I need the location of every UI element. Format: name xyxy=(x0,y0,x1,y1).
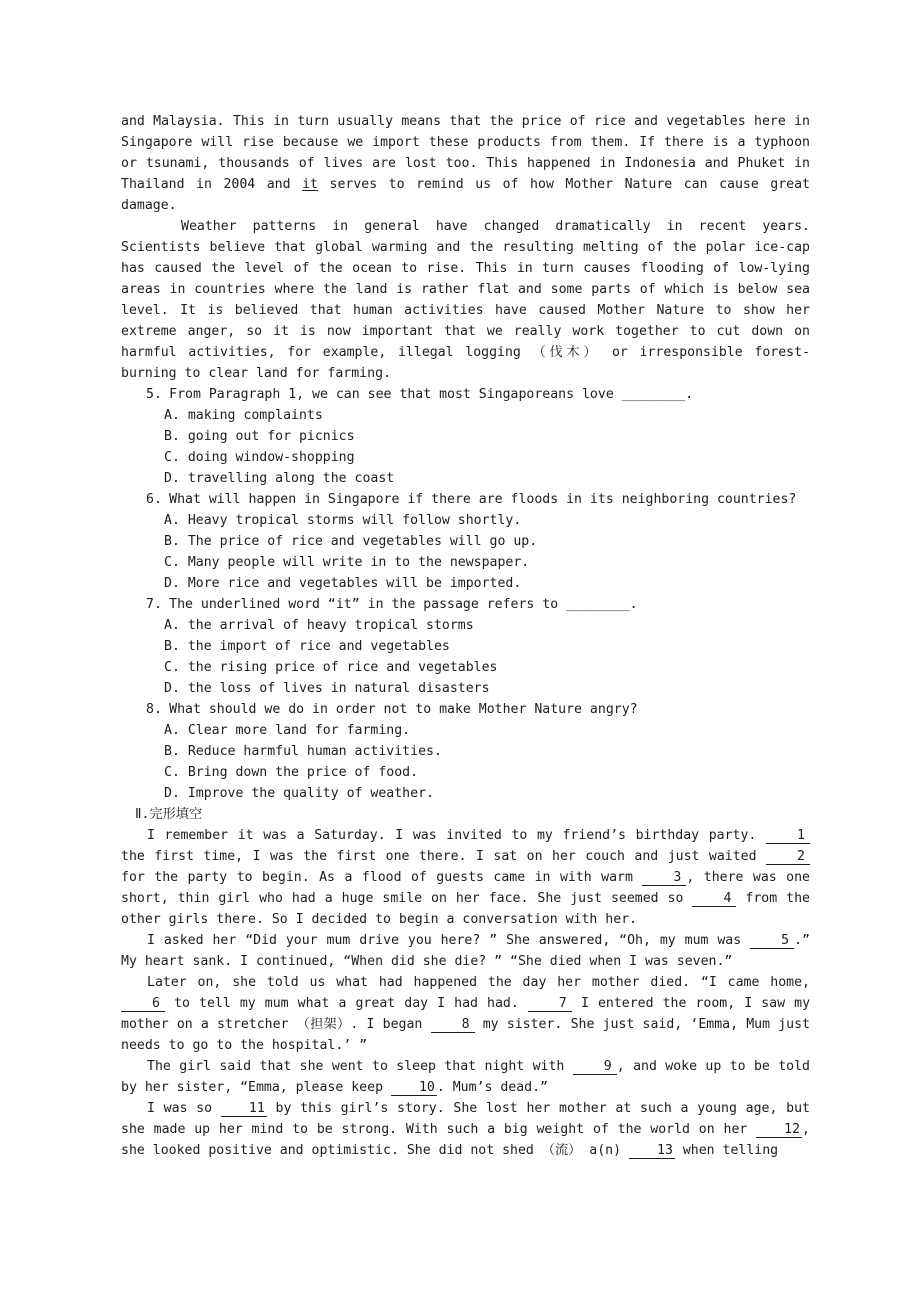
question-option: A. the arrival of heavy tropical storms xyxy=(164,618,474,633)
question-option: A. Clear more land for farming. xyxy=(164,723,411,738)
cloze-blank-13: 13 xyxy=(629,1143,675,1159)
cloze-passage xyxy=(121,825,810,1161)
cloze-paragraph: I asked her “Did your mum drive you here? ” She answered, “Oh, my mum was 5 .” My heart sank. I continued, “When did she die? ” “She died when I was seven.” xyxy=(121,933,810,969)
cloze-blank-12: 12 xyxy=(756,1122,802,1138)
question-stem: The underlined word “it” in the passage refers to ________. xyxy=(169,597,638,612)
cloze-paragraph: I was so 11 by this girl’s story. She lost her mother at such a young age, but she made up her mind to be strong. With such a big weight of the world on her 12 , she looked positive and optimistic. She did not shed （流） a(n) 13 when telling xyxy=(121,1101,810,1158)
cloze-blank-4: 4 xyxy=(692,891,736,907)
question-option: C. the rising price of rice and vegetables xyxy=(164,660,498,675)
cloze-paragraph: The girl said that she went to sleep that night with 9 , and woke up to be told by her sister, “Emma, please keep 10 . Mum’s dead.” xyxy=(121,1059,810,1095)
question-option: D. the loss of lives in natural disasters xyxy=(164,681,490,696)
question-option: D. travelling along the coast xyxy=(164,471,395,486)
question-stem: From Paragraph 1, we can see that most Singaporeans love ________. xyxy=(169,387,694,402)
question-block-7 xyxy=(121,594,810,699)
cloze-blank-10: 10 xyxy=(391,1080,437,1096)
question-stem-line xyxy=(121,384,810,405)
cloze-blank-3: 3 xyxy=(642,870,686,886)
cloze-paragraph: I remember it was a Saturday. I was invited to my friend’s birthday party. 1 the first time, I was the first one there. I sat on her couch and just waited 2 for the party to begin. As a flood of guests came in with warm 3 , there was one short, thin girl who had a huge smile on her face. She just seemed so 4 from the other girls there. So I decided to begin a conversation with her. xyxy=(121,828,810,927)
question-option: B. Reduce harmful human activities. xyxy=(164,744,442,759)
question-block-5 xyxy=(121,384,810,489)
question-stem: What will happen in Singapore if there are floods in its neighboring countries? xyxy=(169,492,797,507)
question-option: A. making complaints xyxy=(164,408,323,423)
question-option: C. Many people will write in to the newspaper. xyxy=(164,555,530,570)
question-option: B. The price of rice and vegetables will go up. xyxy=(164,534,538,549)
question-number: 7. xyxy=(146,597,162,612)
cloze-paragraph: Later on, she told us what had happened the day her mother died. “I came home, 6 to tell my mum what a great day I had had. 7 I entered the room, I saw my mother on a stretcher （担架）. I began 8 my sister. She just said, ‘Emma, Mum just needs to go to the hospital.’ ” xyxy=(121,975,811,1053)
question-number: 5. xyxy=(146,387,162,402)
question-stem-line xyxy=(121,594,810,615)
question-number: 8. xyxy=(146,702,162,717)
question-stem-line xyxy=(121,489,810,510)
question-option: D. More rice and vegetables will be imported. xyxy=(164,576,522,591)
question-option: C. doing window-shopping xyxy=(164,450,355,465)
cloze-blank-2: 2 xyxy=(766,849,810,865)
cloze-blank-6: 6 xyxy=(121,996,165,1012)
reading-passage-paragraph-2: Weather patterns in general have changed dramatically in recent years. Scientists believe that global warming and the resulting melting of the polar ice-cap has caused the level of the ocean to rise. This in turn causes flooding of low-lying areas in countries where the land is rather flat and some parts of which is below sea level. It is believed that human activities have caused Mother Nature to show her extreme anger, so it is now important that we really work together to cut down on harmful activities, for example, illegal logging （伐木） or irresponsible forest-burning to clear land for farming. xyxy=(121,219,810,381)
cloze-blank-1: 1 xyxy=(766,828,810,844)
question-block-8 xyxy=(121,699,810,804)
section-heading-cloze: Ⅱ.完形填空 xyxy=(135,807,203,822)
question-block-6 xyxy=(121,489,810,594)
cloze-blank-9: 9 xyxy=(573,1059,617,1075)
cloze-blank-11: 11 xyxy=(221,1101,267,1117)
question-stem: What should we do in order not to make Mother Nature angry? xyxy=(169,702,638,717)
question-option: D. Improve the quality of weather. xyxy=(164,786,434,801)
question-number: 6. xyxy=(146,492,162,507)
question-option: B. the import of rice and vegetables xyxy=(164,639,450,654)
cloze-blank-8: 8 xyxy=(431,1017,475,1033)
question-stem-line xyxy=(121,699,810,720)
question-option: C. Bring down the price of food. xyxy=(164,765,419,780)
reading-passage-paragraph-continued: and Malaysia. This in turn usually means that the price of rice and vegetables here in Singapore will rise because we import these products from them. If there is a typhoon or tsunami, thousands of lives are lost too. This happened in Indonesia and Phuket in Thailand in 2004 and it serves to remind us of how Mother Nature can cause great damage. xyxy=(121,114,811,213)
cloze-blank-7: 7 xyxy=(528,996,572,1012)
underlined-word: it xyxy=(302,177,318,192)
question-option: B. going out for picnics xyxy=(164,429,355,444)
question-option: A. Heavy tropical storms will follow shortly. xyxy=(164,513,522,528)
cloze-blank-5: 5 xyxy=(750,933,794,949)
